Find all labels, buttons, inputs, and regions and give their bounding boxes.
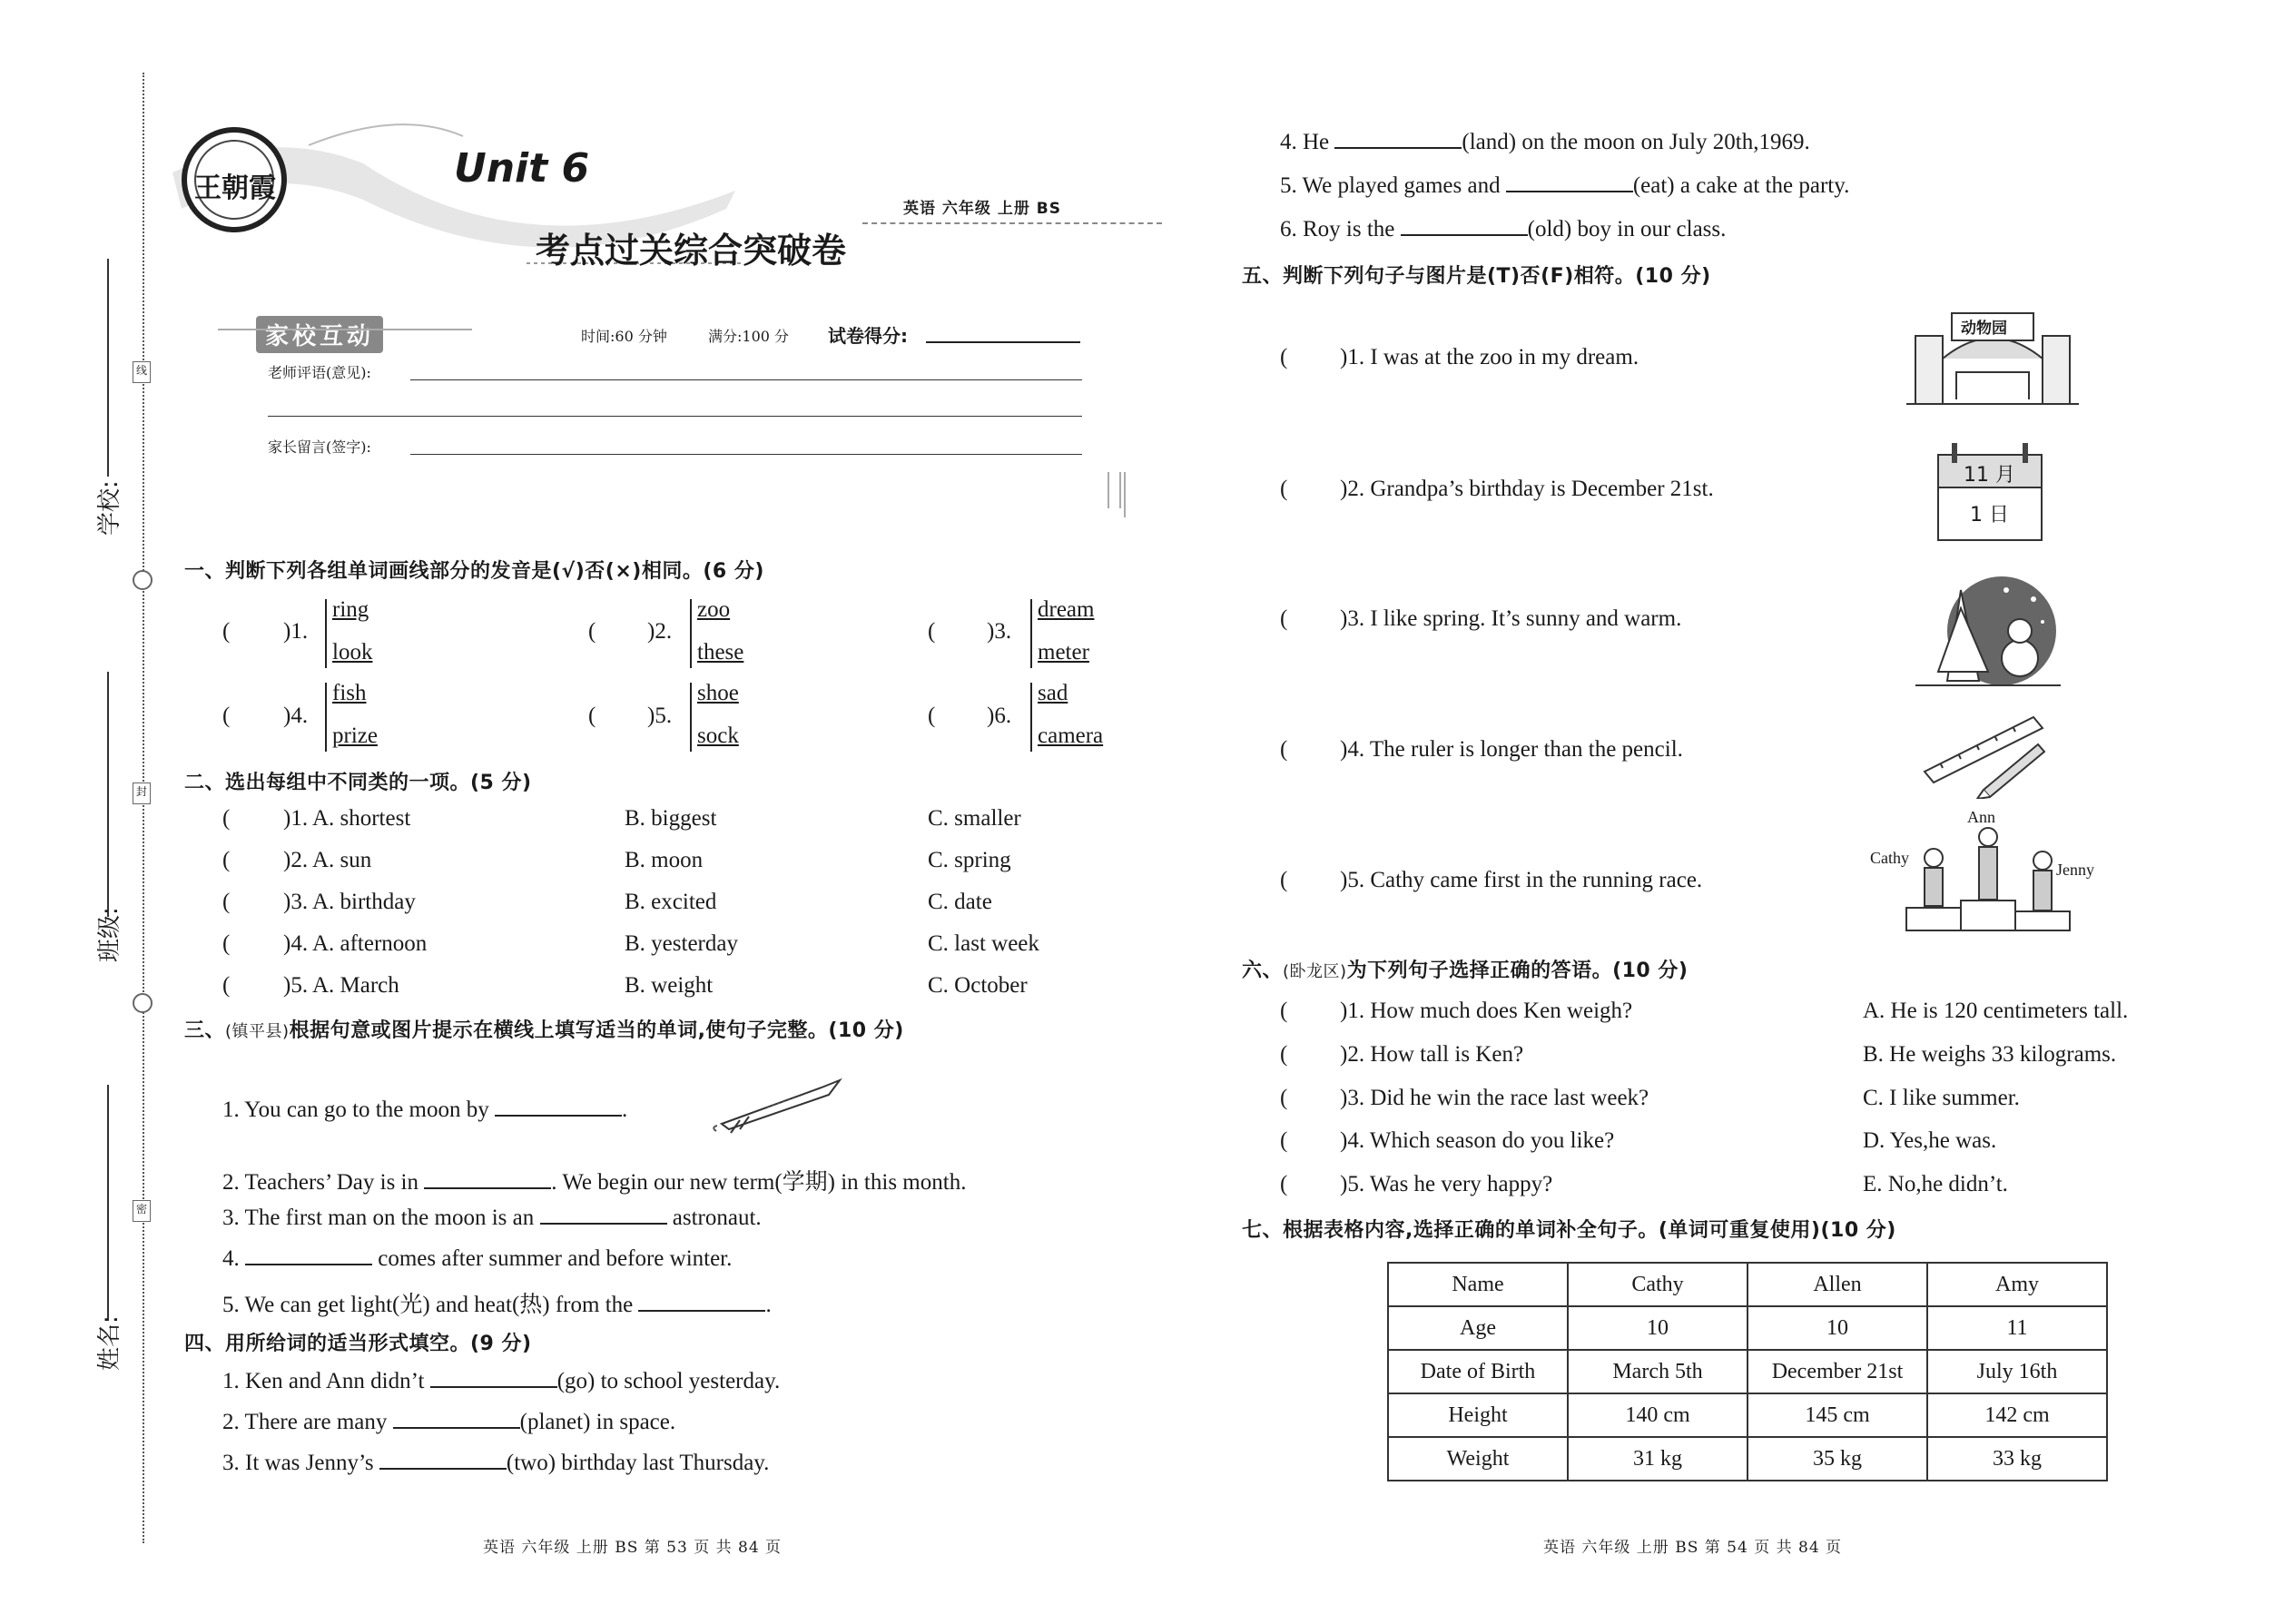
item-number: )1.: [283, 619, 309, 644]
logo-seal: [182, 127, 287, 232]
table-cell: Amy: [1927, 1263, 2107, 1306]
statement: )1. I was at the zoo in my dream.: [1340, 345, 1639, 369]
calendar-ring: [2023, 443, 2028, 463]
table-cell: 142 cm: [1927, 1393, 2107, 1437]
binding-dotted-line: [143, 73, 144, 1543]
answer-option: A. He is 120 centimeters tall.: [1863, 999, 2129, 1023]
full-marks: 满分:100 分: [708, 328, 790, 345]
item-number: )5.: [647, 704, 673, 728]
option-a: )5. A. March: [283, 973, 399, 998]
table-row: [1388, 1306, 2107, 1350]
time-limit: 时间:60 分钟: [581, 328, 667, 345]
calendar-day: 1 日: [1970, 504, 2009, 527]
answer-paren: (: [1280, 1042, 1288, 1067]
table-cell: Date of Birth: [1388, 1350, 1568, 1393]
table-cell: Allen: [1748, 1263, 1927, 1306]
answer-paren: (: [1280, 999, 1288, 1023]
option-b: B. biggest: [625, 806, 717, 831]
name-cathy: Cathy: [1870, 849, 1909, 867]
table-row: [1388, 1263, 2107, 1306]
page-footer-left: 英语 六年级 上册 BS 第 53 页 共 84 页: [483, 1539, 783, 1557]
name-ann: Ann: [1967, 808, 1995, 826]
answer-option: B. He weighs 33 kilograms.: [1863, 1042, 2117, 1067]
word: shoe: [697, 681, 739, 705]
answer-paren: (: [222, 619, 231, 644]
table-cell: 31 kg: [1568, 1437, 1748, 1481]
table-row: [1388, 1437, 2107, 1481]
question: )3. Did he win the race last week?: [1340, 1086, 1649, 1110]
option-b: B. moon: [625, 848, 704, 872]
word: fish: [332, 681, 367, 705]
race-podium-icon: [1897, 817, 2079, 935]
series-label: 英语 六年级 上册 BS: [903, 200, 1061, 218]
option-a: )1. A. shortest: [283, 806, 411, 831]
answer-option: E. No,he didn’t.: [1863, 1172, 2008, 1196]
answer-paren: (: [1280, 1172, 1288, 1196]
winter-scene-icon: [1915, 572, 2061, 690]
seal-mark-line: 线: [133, 361, 151, 383]
statement: )5. Cathy came first in the running race.: [1340, 868, 1703, 892]
word: dream: [1038, 597, 1095, 622]
answer-option: C. I like summer.: [1863, 1086, 2020, 1110]
table-cell: March 5th: [1568, 1350, 1748, 1393]
table-row: [1388, 1393, 2107, 1437]
paper-subtitle: 考点过关综合突破卷: [536, 230, 847, 271]
answer-paren: (: [1280, 345, 1288, 369]
word: zoo: [697, 597, 731, 622]
section-2-title: 二、选出每组中不同类的一项。(5 分): [184, 772, 532, 794]
parent-comment-field[interactable]: [410, 454, 1082, 455]
answer-paren: (: [1280, 606, 1288, 631]
teacher-comment-field-2[interactable]: [268, 416, 1082, 417]
answer-option: D. Yes,he was.: [1863, 1128, 1997, 1153]
table-cell: July 16th: [1927, 1350, 2107, 1393]
option-c: C. date: [928, 890, 992, 914]
section-5-title: 五、判断下列句子与图片是(T)否(F)相符。(10 分): [1242, 265, 1711, 288]
table-cell: 33 kg: [1927, 1437, 2107, 1481]
option-c: C. last week: [928, 931, 1039, 956]
option-b: B. yesterday: [625, 931, 738, 956]
name-line: [107, 1085, 109, 1321]
home-school-banner: 家校互动: [256, 316, 383, 353]
name-jenny: Jenny: [2056, 861, 2094, 879]
answer-paren: (: [222, 704, 231, 728]
word: these: [697, 640, 744, 664]
table-cell: 10: [1568, 1306, 1748, 1350]
ruler-and-pencil-icon: [1915, 708, 2052, 799]
statement: )2. Grandpa’s birthday is December 21st.: [1340, 477, 1714, 501]
question: 4. He (land) on the moon on July 20th,1969.: [1280, 130, 1810, 154]
item-number: )4.: [283, 704, 309, 728]
class-label: 班级:: [96, 907, 123, 962]
rocket-icon: [713, 1071, 849, 1135]
answer-paren: (: [588, 704, 596, 728]
table-cell: Age: [1388, 1306, 1568, 1350]
question: )5. Was he very happy?: [1340, 1172, 1553, 1196]
question: 2. There are many (planet) in space.: [222, 1410, 676, 1434]
corner-decoration: [1108, 472, 1121, 508]
word: sock: [697, 723, 739, 748]
statement: )3. I like spring. It’s sunny and warm.: [1340, 606, 1682, 631]
seal-mark-dense: 密: [133, 1200, 151, 1222]
question: 2. Teachers’ Day is in . We begin our new term(学期) in this month.: [222, 1170, 967, 1195]
item-number: )6.: [987, 704, 1012, 728]
page-footer-right: 英语 六年级 上册 BS 第 54 页 共 84 页: [1543, 1539, 1843, 1557]
info-table: [1387, 1262, 2108, 1481]
divider: [862, 222, 1162, 224]
answer-paren: (: [222, 973, 231, 998]
table-cell: Cathy: [1568, 1263, 1748, 1306]
school-line: [107, 259, 109, 477]
table-cell: 145 cm: [1748, 1393, 1927, 1437]
word: sad: [1038, 681, 1068, 705]
binding-hole: [133, 570, 153, 590]
table-cell: December 21st: [1748, 1350, 1927, 1393]
answer-paren: (: [1280, 1086, 1288, 1110]
table-cell: 10: [1748, 1306, 1927, 1350]
answer-paren: (: [222, 931, 231, 956]
answer-paren: (: [1280, 1128, 1288, 1153]
table-cell: Weight: [1388, 1437, 1568, 1481]
divider: [218, 329, 472, 330]
parent-comment-label: 家长留言(签字):: [268, 438, 371, 456]
table-row: [1388, 1350, 2107, 1393]
option-a: )2. A. sun: [283, 848, 372, 872]
question: 4. comes after summer and before winter.: [222, 1246, 733, 1271]
item-number: )3.: [987, 619, 1012, 644]
option-c: C. October: [928, 973, 1028, 998]
answer-paren: (: [1280, 477, 1288, 501]
unit-title: Unit 6: [454, 145, 590, 192]
table-cell: Name: [1388, 1263, 1568, 1306]
question: )2. How tall is Ken?: [1340, 1042, 1524, 1067]
binding-hole: [133, 993, 153, 1013]
section-1-title: 一、判断下列各组单词画线部分的发音是(√)否(×)相同。(6 分): [184, 560, 764, 583]
section-4-title: 四、用所给词的适当形式填空。(9 分): [184, 1333, 532, 1355]
calendar-ring: [1952, 443, 1957, 463]
table-cell: 11: [1927, 1306, 2107, 1350]
teacher-comment-label: 老师评语(意见):: [268, 364, 371, 381]
answer-paren: (: [928, 619, 936, 644]
word: ring: [332, 597, 369, 622]
section-3-title: 三、(镇平县)根据句意或图片提示在横线上填写适当的单词,使句子完整。(10 分): [184, 1019, 904, 1042]
question: )1. How much does Ken weigh?: [1340, 999, 1633, 1023]
section-6-title: 六、(卧龙区)为下列句子选择正确的答语。(10 分): [1242, 960, 1689, 982]
logo-text: 王朝霞: [194, 172, 276, 204]
answer-paren: (: [1280, 737, 1288, 762]
question: 1. Ken and Ann didn’t (go) to school yesterday.: [222, 1369, 781, 1393]
table-cell: 140 cm: [1568, 1393, 1748, 1437]
statement: )4. The ruler is longer than the pencil.: [1340, 737, 1683, 762]
option-c: C. spring: [928, 848, 1011, 872]
word: camera: [1038, 723, 1104, 748]
answer-paren: (: [928, 704, 936, 728]
question: 1. You can go to the moon by .: [222, 1097, 628, 1122]
section-7-title: 七、根据表格内容,选择正确的单词补全句子。(单词可重复使用)(10 分): [1242, 1219, 1896, 1242]
class-line: [107, 672, 109, 917]
question: )4. Which season do you like?: [1340, 1128, 1615, 1153]
option-b: B. weight: [625, 973, 714, 998]
word: prize: [332, 723, 378, 748]
seal-mark-seal: 封: [133, 782, 151, 804]
score-label: 试卷得分:: [828, 325, 908, 347]
word: meter: [1038, 640, 1089, 664]
word: look: [332, 640, 373, 664]
calendar-month: 11 月: [1964, 464, 2015, 487]
answer-paren: (: [222, 848, 231, 872]
school-label: 学校:: [96, 480, 123, 536]
table-cell: 35 kg: [1748, 1437, 1927, 1481]
question: 6. Roy is the (old) boy in our class.: [1280, 217, 1727, 241]
teacher-comment-field[interactable]: [410, 379, 1082, 380]
answer-paren: (: [1280, 868, 1288, 892]
answer-paren: (: [222, 806, 231, 831]
score-field[interactable]: [926, 341, 1080, 343]
answer-paren: (: [588, 619, 596, 644]
question: 5. We can get light(光) and heat(热) from the .: [222, 1293, 772, 1317]
option-a: )4. A. afternoon: [283, 931, 428, 956]
option-b: B. excited: [625, 890, 717, 914]
question: 5. We played games and (eat) a cake at the party.: [1280, 173, 1850, 198]
item-number: )2.: [647, 619, 673, 644]
answer-paren: (: [222, 890, 231, 914]
zoo-sign: 动物园: [1961, 320, 2007, 338]
question: 3. The first man on the moon is an astronaut.: [222, 1206, 762, 1230]
name-label: 姓名:: [96, 1315, 123, 1371]
option-c: C. smaller: [928, 806, 1021, 831]
table-cell: Height: [1388, 1393, 1568, 1437]
question: 3. It was Jenny’s (two) birthday last Thursday.: [222, 1451, 770, 1475]
option-a: )3. A. birthday: [283, 890, 416, 914]
